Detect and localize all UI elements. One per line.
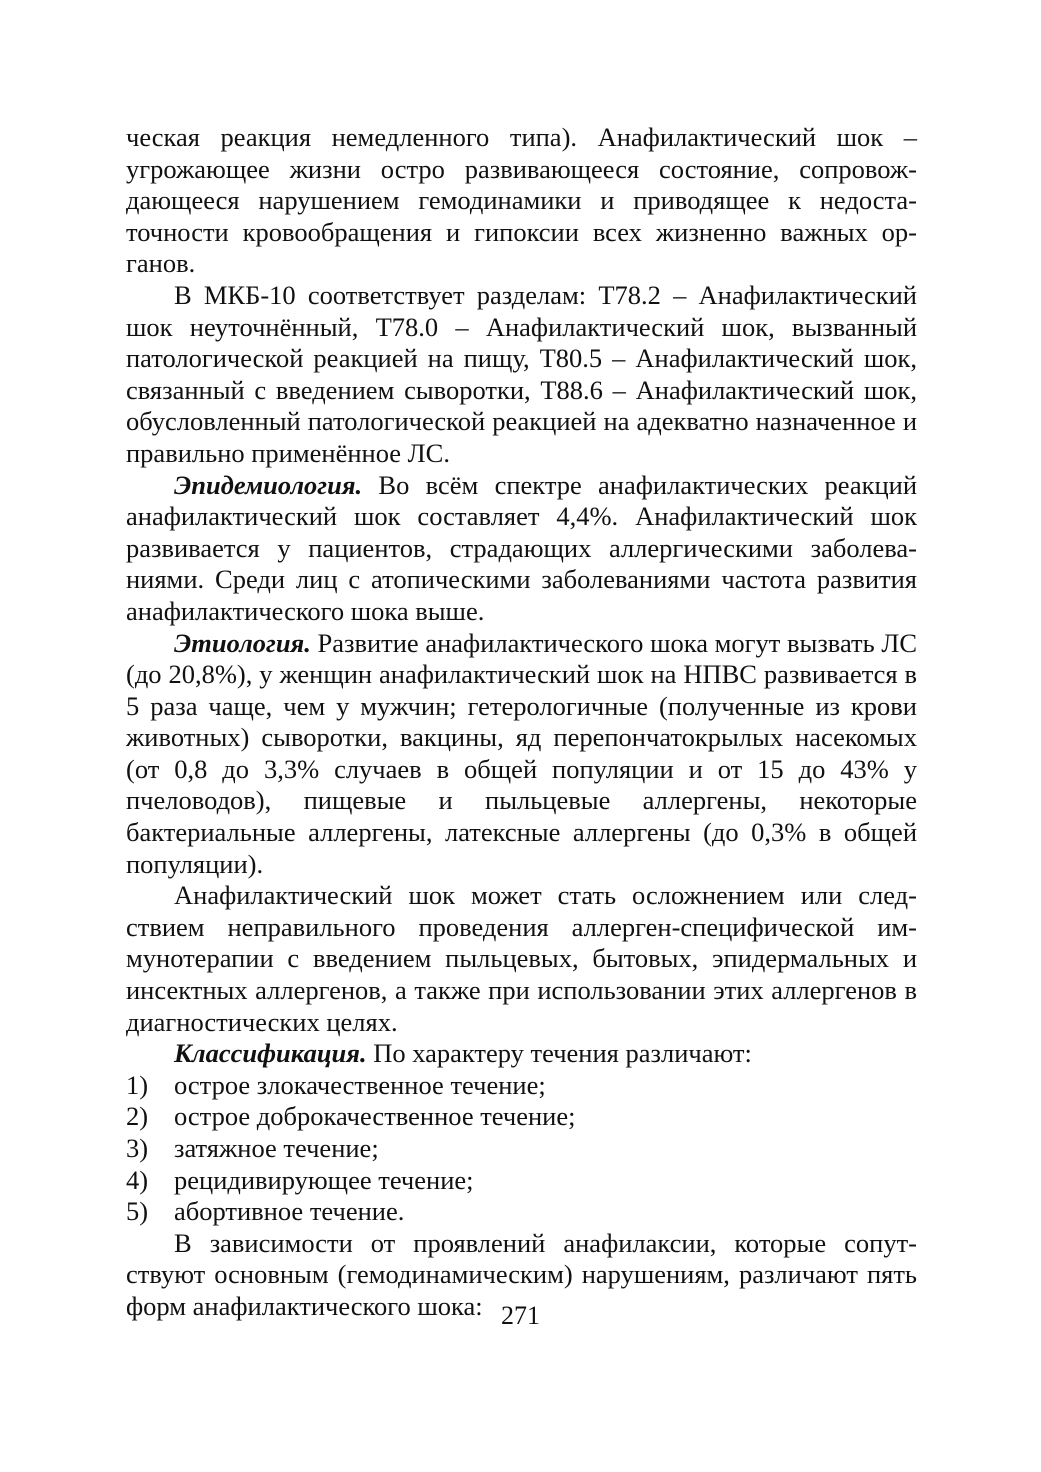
list-item — [126, 1165, 917, 1197]
paragraph-epidemiology-text: Во всём спектре анафилактических реакций анафилактический шок составляет 4,4%. Анафилактический шок развивается у пациентов, страдающих аллергическими заболеваниями. Среди лиц с атопическими заболеваниями частота развития анафилактического шока выше. — [126, 469, 918, 626]
page-number: 271 — [501, 1301, 540, 1330]
list-item-number: 5) — [126, 1196, 149, 1227]
list-item-text: рецидивирующее течение; — [174, 1164, 474, 1195]
list-item-number: 4) — [126, 1164, 149, 1195]
page-body — [126, 122, 917, 1323]
list-item-number: 3) — [126, 1133, 149, 1163]
paragraph-etiology — [126, 628, 917, 881]
list-item — [126, 1070, 917, 1102]
list-item-text: затяжное течение; — [174, 1133, 379, 1163]
list-item-text: острое злокачественное течение; — [174, 1069, 546, 1100]
heading-classification: Классификация. — [174, 1038, 367, 1069]
paragraph-forms-intro: В зависимости от проявлений анафилаксии, которые сопутствуют основным (гемодинамическим) нарушениям, различают пять форм анафилактического шока: — [126, 1227, 917, 1321]
list-item-text: острое доброкачественное течение; — [174, 1101, 576, 1132]
paragraph-complication: Анафилактический шок может стать осложнением или следствием неправильного проведения аллерген-специфической иммунотерапии с введением пыльцевых, бытовых, эпидермальных и инсектных аллергенов, а также при использовании этих аллергенов в диагностических целях. — [126, 880, 917, 1037]
list-item-number: 2) — [126, 1101, 149, 1132]
paragraph-intro-continuation: ческая реакция немедленного типа). Анафилактический шок – угрожающее жизни остро развивающееся состояние, сопровождающееся нарушением гемодинамики и приводящее к недостаточности кровообращения и гипоксии всех жизненно важных органов. — [126, 122, 917, 279]
paragraph-icd-codes: В МКБ-10 соответствует разделам: T78.2 – Анафилактический шок неуточнённый, T78.0 – Анафилактический шок, вызванный патологической реакцией на пищу, T80.5 – Анафилактический шок, связанный с введением сыворотки, T88.6 – Анафилактический шок, обусловленный патологической реакцией на адекватно назначенное и правильно применённое ЛС. — [126, 279, 917, 468]
list-item — [126, 1133, 917, 1165]
list-item — [126, 1101, 917, 1133]
paragraph-epidemiology — [126, 470, 917, 628]
list-item-text: абортивное течение. — [174, 1196, 405, 1227]
list-item-number: 1) — [126, 1069, 149, 1100]
paragraph-etiology-text: Развитие анафилактического шока могут вызвать ЛС (до 20,8%), у женщин анафилактический шок на НПВС развивается в 5 раза чаще, чем у мужчин; гетерологичные (полученные из крови животных) сыворотки, вакцины, яд перепончатокрылых насекомых (от 0,8 до 3,3% случаев в общей популяции и от 15 до 43% у пчеловодов), пищевые и пыльцевые аллергены, некоторые бактериальные аллергены, латексные аллергены (до 0,3% в общей популяции). — [126, 627, 917, 879]
heading-etiology: Этиология. — [174, 627, 311, 658]
paragraph-classification — [126, 1038, 917, 1070]
paragraph-classification-text: По характеру течения различают: — [373, 1038, 752, 1069]
heading-epidemiology: Эпидемиология. — [174, 469, 363, 500]
list-item — [126, 1196, 917, 1228]
classification-list — [126, 1070, 917, 1228]
